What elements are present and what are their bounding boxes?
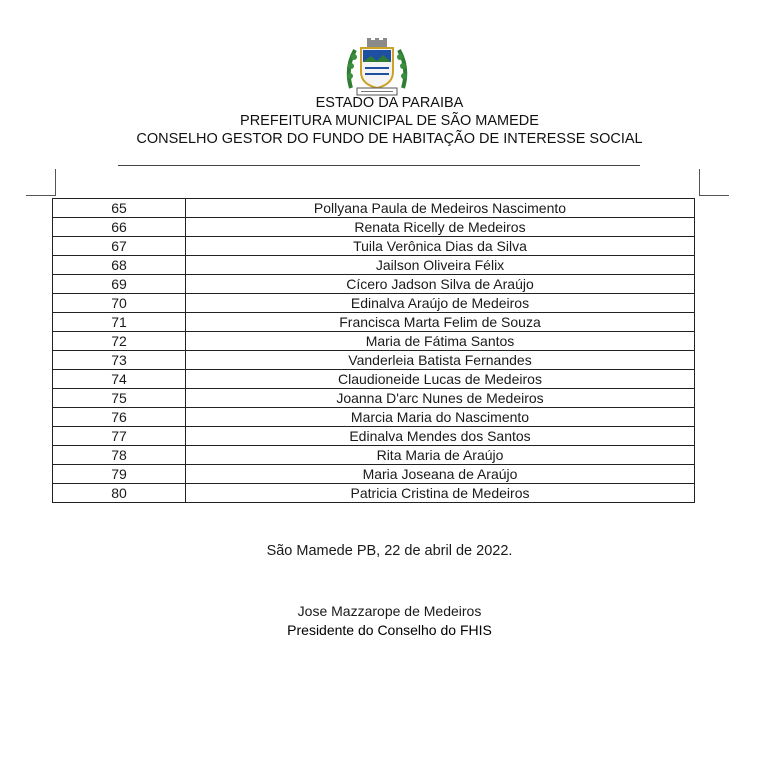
row-number: 68: [53, 256, 186, 275]
header-state: ESTADO DA PARAIBA: [315, 95, 464, 111]
table-row: [53, 332, 695, 351]
row-name: Claudioneide Lucas de Medeiros: [186, 370, 695, 389]
row-name: Vanderleia Batista Fernandes: [186, 351, 695, 370]
row-number: 80: [53, 484, 186, 503]
row-number: 69: [53, 275, 186, 294]
row-number: 71: [53, 313, 186, 332]
page-edge-mark-left-h: [26, 195, 56, 196]
header-prefecture: PREFEITURA MUNICIPAL DE SÃO MAMEDE: [240, 113, 539, 129]
document-header: [0, 94, 779, 148]
page-edge-mark-right: [699, 169, 700, 195]
table-row: [53, 408, 695, 427]
table-row: [53, 370, 695, 389]
row-name: Pollyana Paula de Medeiros Nascimento: [186, 199, 695, 218]
table-row: [53, 199, 695, 218]
table-row: [53, 389, 695, 408]
row-name: Jailson Oliveira Félix: [186, 256, 695, 275]
row-number: 76: [53, 408, 186, 427]
beneficiaries-table: [52, 198, 695, 503]
row-name: Maria Joseana de Araújo: [186, 465, 695, 484]
table-row: [53, 218, 695, 237]
row-name: Marcia Maria do Nascimento: [186, 408, 695, 427]
row-name: Rita Maria de Araújo: [186, 446, 695, 465]
signer-title: Presidente do Conselho do FHIS: [287, 622, 492, 638]
row-name: Francisca Marta Felim de Souza: [186, 313, 695, 332]
row-number: 73: [53, 351, 186, 370]
row-number: 78: [53, 446, 186, 465]
row-number: 79: [53, 465, 186, 484]
table-row: [53, 446, 695, 465]
header-divider: [118, 165, 640, 166]
row-number: 77: [53, 427, 186, 446]
table-row: [53, 294, 695, 313]
page-edge-mark-left: [55, 169, 56, 195]
row-name: Edinalva Mendes dos Santos: [186, 427, 695, 446]
signer-name: Jose Mazzarope de Medeiros: [297, 603, 482, 619]
row-name: Maria de Fátima Santos: [186, 332, 695, 351]
row-name: Patricia Cristina de Medeiros: [186, 484, 695, 503]
table-row: [53, 484, 695, 503]
row-name: Cícero Jadson Silva de Araújo: [186, 275, 695, 294]
page-edge-mark-right-h: [699, 195, 729, 196]
row-number: 65: [53, 199, 186, 218]
row-number: 74: [53, 370, 186, 389]
row-number: 67: [53, 237, 186, 256]
row-name: Joanna D'arc Nunes de Medeiros: [186, 389, 695, 408]
table-row: [53, 351, 695, 370]
coat-of-arms-icon: [343, 38, 411, 98]
table-row: [53, 427, 695, 446]
table-row: [53, 256, 695, 275]
table-row: [53, 237, 695, 256]
table-row: [53, 313, 695, 332]
document-date: São Mamede PB, 22 de abril de 2022.: [266, 543, 513, 559]
table-row: [53, 465, 695, 484]
row-number: 66: [53, 218, 186, 237]
row-number: 72: [53, 332, 186, 351]
row-name: Tuila Verônica Dias da Silva: [186, 237, 695, 256]
table-row: [53, 275, 695, 294]
header-council: CONSELHO GESTOR DO FUNDO DE HABITAÇÃO DE INTERESSE SOCIAL: [136, 131, 643, 147]
row-name: Renata Ricelly de Medeiros: [186, 218, 695, 237]
row-number: 70: [53, 294, 186, 313]
row-name: Edinalva Araújo de Medeiros: [186, 294, 695, 313]
row-number: 75: [53, 389, 186, 408]
